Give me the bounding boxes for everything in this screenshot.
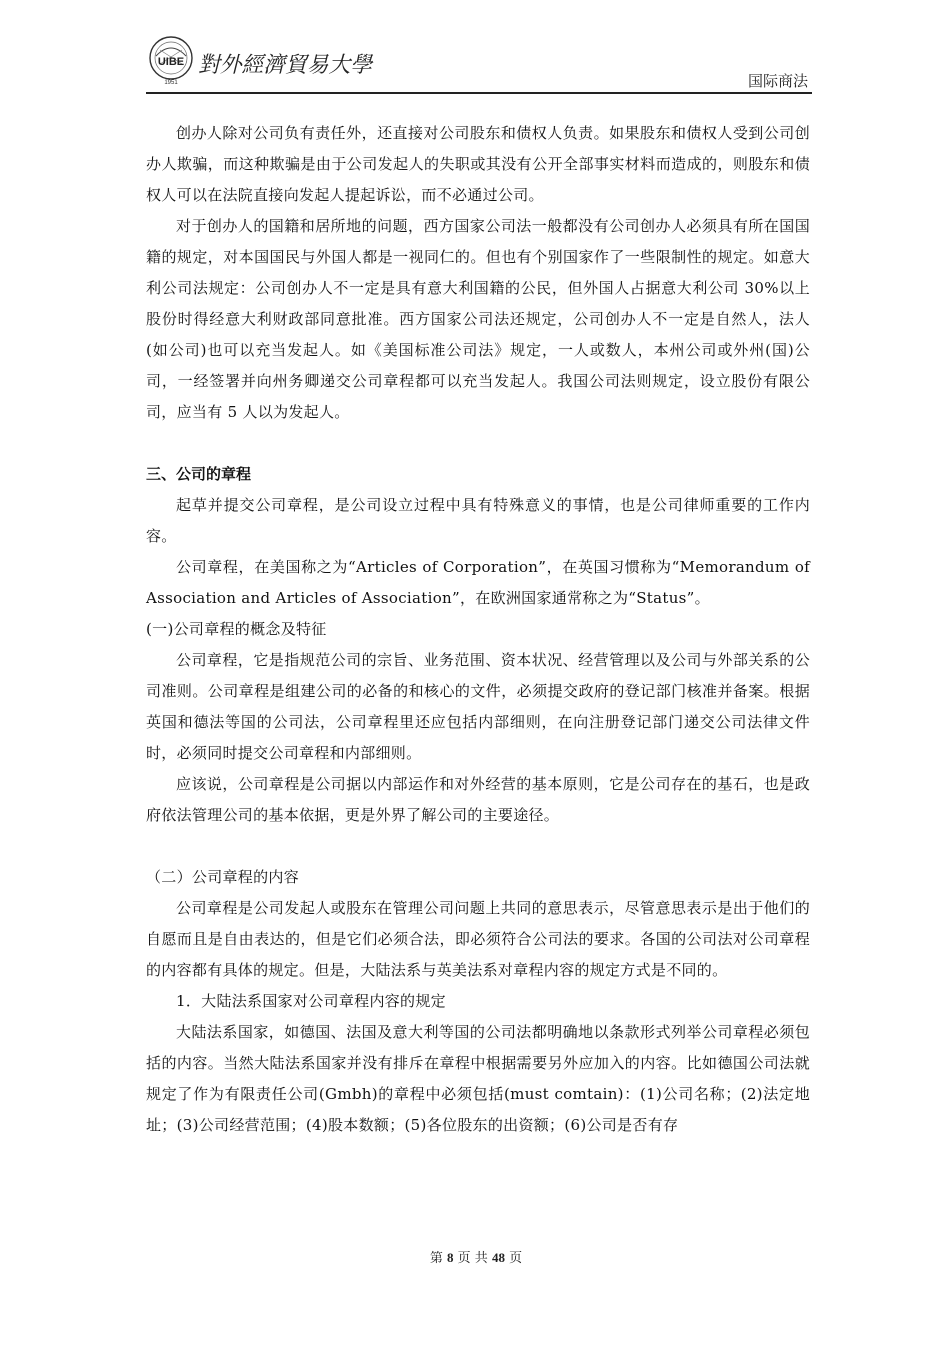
footer-prefix: 第 (429, 1251, 443, 1266)
paragraph: 应该说，公司章程是公司据以内部运作和对外经营的基本原则，它是公司存在的基石，也是政府依法管理公司的基本依据，更是外界了解公司的主要途径。 (146, 775, 810, 824)
total-page-count: 48 (491, 1250, 505, 1265)
paragraph: 公司章程，在美国称之为“Articles of Corporation”，在英国习惯称为“Memorandum of Association and Articles of Association”，在欧洲国家通常称之为“Status”。 (146, 558, 810, 607)
paragraph: 大陆法系国家，如德国、法国及意大利等国的公司法都明确地以条款形式列举公司章程必须包括的内容。当然大陆法系国家并没有排斥在章程中根据需要另外应加入的内容。比如德国公司法就规定了作为有限责任公司(Gmbh)的章程中必须包括(must comtain)：(1)公司名称；(2)法定地址；(3)公司经营范围；(4)股本数额；(5)各位股东的出资额；(6)公司是否有存 (146, 1023, 810, 1134)
current-page-number: 8 (447, 1250, 454, 1265)
footer-middle: 页 共 (457, 1251, 488, 1266)
page-body (146, 118, 810, 1141)
header-subject-title: 国际商法 (747, 72, 808, 90)
page-footer (0, 1247, 952, 1266)
paragraph: 对于创办人的国籍和居所地的问题，西方国家公司法一般都没有公司创办人必须具有所在国国籍的规定，对本国国民与外国人都是一视同仁的。但也有个别国家作了一些限制性的规定。如意大利公司法规定：公司创办人不一定是具有意大利国籍的公民，但外国人占据意大利公司 30%以上股份时得经意大利财政部同意批准。西方国家公司法还规定，公司创办人不一定是自然人，法人(如公司)也可以充当发起人。如《美国标准公司法》规定，一人或数人，本州公司或外州(国)公司，一经签署并向州务卿递交公司章程都可以充当发起人。我国公司法则规定，设立股份有限公司，应当有 5 人以为发起人。 (146, 217, 810, 421)
subsection-heading: （二）公司章程的内容 (146, 868, 300, 886)
page-header (146, 32, 812, 94)
item-heading: 1．大陆法系国家对公司章程内容的规定 (176, 992, 446, 1010)
logo-text: UIBE (157, 56, 185, 68)
paragraph: 创办人除对公司负有责任外，还直接对公司股东和债权人负责。如果股东和债权人受到公司创办人欺骗，而这种欺骗是由于公司发起人的失职或其没有公开全部事实材料而造成的，则股东和债权人可以在法院直接向发起人提起诉讼，而不必通过公司。 (146, 124, 810, 204)
subsection-heading: (一)公司章程的概念及特征 (146, 620, 327, 638)
paragraph: 起草并提交公司章程，是公司设立过程中具有特殊意义的事情，也是公司律师重要的工作内容。 (146, 496, 810, 545)
logo-year: 1951 (164, 80, 178, 86)
svg-text:對外經濟貿易大學: 對外經濟貿易大學 (198, 53, 374, 78)
footer-suffix: 页 (509, 1251, 523, 1266)
paragraph: 公司章程，它是指规范公司的宗旨、业务范围、资本状况、经营管理以及公司与外部关系的公司准则。公司章程是组建公司的必备的和核心的文件，必须提交政府的登记部门核准并备案。根据英国和德法等国的公司法，公司章程里还应包括内部细则，在向注册登记部门递交公司法律文件时，必须同时提交公司章程和内部细则。 (146, 651, 810, 762)
section-heading: 三、公司的章程 (146, 465, 252, 483)
spacer (146, 428, 810, 459)
university-name-calligraphy (196, 46, 376, 80)
university-emblem-logo (146, 34, 196, 88)
header-divider (146, 92, 812, 94)
spacer (146, 831, 810, 862)
paragraph: 公司章程是公司发起人或股东在管理公司问题上共同的意思表示，尽管意思表示是出于他们的自愿而且是自由表达的，但是它们必须合法，即必须符合公司法的要求。各国的公司法对公司章程的内容都有具体的规定。但是，大陆法系与英美法系对章程内容的规定方式是不同的。 (146, 899, 810, 979)
